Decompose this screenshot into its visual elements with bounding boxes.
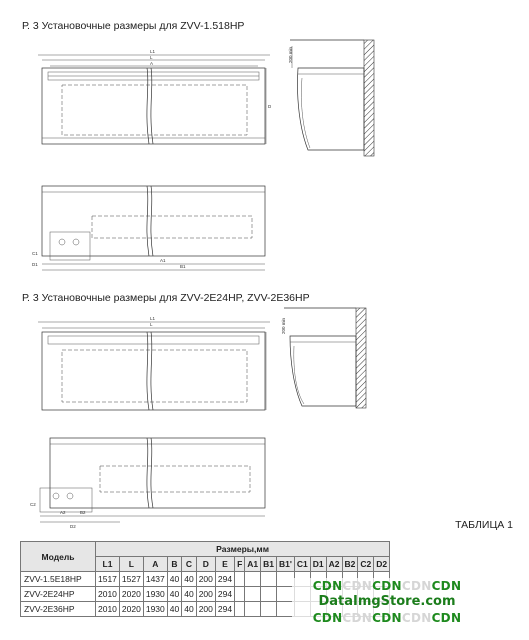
table-caption: ТАБЛИЦА 1 xyxy=(455,519,513,531)
fig1-dim-D: D xyxy=(268,104,272,109)
watermark-fragment: CDN xyxy=(312,579,343,593)
value-cell xyxy=(245,572,261,587)
column-header: D2 xyxy=(374,557,390,572)
watermark-fragment: CDN xyxy=(372,579,402,593)
column-header: B2 xyxy=(342,557,358,572)
value-cell: 1930 xyxy=(143,587,167,602)
value-cell: 40 xyxy=(167,602,181,617)
fig1-front-view xyxy=(38,49,272,144)
value-cell: 1930 xyxy=(143,602,167,617)
column-header: E xyxy=(215,557,234,572)
column-header: B xyxy=(167,557,181,572)
model-cell: ZVV-2E36HP xyxy=(21,602,96,617)
value-cell: 2010 xyxy=(96,587,120,602)
watermark-fragment: CDN xyxy=(372,611,402,625)
sizes-header: Размеры,мм xyxy=(96,542,390,557)
column-header: A2 xyxy=(326,557,342,572)
value-cell: 2010 xyxy=(96,602,120,617)
fig1-dim-C1: C1 xyxy=(32,251,38,256)
column-header: C xyxy=(182,557,196,572)
column-header: L1 xyxy=(96,557,120,572)
table-header-row xyxy=(21,542,390,557)
fig2-bottom-view xyxy=(30,438,265,529)
value-cell: 40 xyxy=(182,587,196,602)
watermark-main: DataImgStore.com xyxy=(318,594,456,609)
value-cell xyxy=(261,587,277,602)
value-cell: 40 xyxy=(167,572,181,587)
watermark-fragment: CDN xyxy=(431,611,462,625)
value-cell xyxy=(261,572,277,587)
fig2-dim-L: L xyxy=(150,322,153,327)
value-cell xyxy=(235,602,245,617)
fig2-dim-B2: B2 xyxy=(80,510,86,515)
watermark-row-1 xyxy=(292,578,482,594)
column-header: B1' xyxy=(277,557,295,572)
fig1-dim-A1: A1 xyxy=(160,258,166,263)
column-header: C1 xyxy=(294,557,310,572)
column-header: F xyxy=(235,557,245,572)
fig2-front-view xyxy=(38,316,270,410)
fig2-dim-A2: A2 xyxy=(60,510,66,515)
column-header: L xyxy=(119,557,143,572)
value-cell xyxy=(245,602,261,617)
watermark-row-3 xyxy=(292,610,482,626)
column-header: C2 xyxy=(358,557,374,572)
column-header: A xyxy=(143,557,167,572)
fig2-dim-L1: L1 xyxy=(150,316,156,321)
value-cell: 200 xyxy=(196,587,215,602)
value-cell: 2020 xyxy=(119,587,143,602)
value-cell: 40 xyxy=(182,602,196,617)
column-header: A1 xyxy=(245,557,261,572)
fig2-ceiling-gap: 200 min xyxy=(281,317,286,334)
model-header: Модель xyxy=(21,542,96,572)
column-header: D xyxy=(196,557,215,572)
fig1-ceiling-gap: 200 min xyxy=(288,46,293,63)
value-cell: 2020 xyxy=(119,602,143,617)
watermark xyxy=(292,578,482,626)
fig1-dim-L1: L1 xyxy=(150,49,156,54)
value-cell: 294 xyxy=(215,572,234,587)
value-cell: 294 xyxy=(215,587,234,602)
fig1-dim-D1: D1 xyxy=(32,262,38,267)
model-cell: ZVV-2E24HP xyxy=(21,587,96,602)
watermark-fragment: CDN xyxy=(342,579,373,593)
watermark-fragment: CDN xyxy=(431,579,462,593)
value-cell: 40 xyxy=(182,572,196,587)
value-cell xyxy=(261,602,277,617)
value-cell xyxy=(235,572,245,587)
value-cell: 1437 xyxy=(143,572,167,587)
fig2-side-view xyxy=(281,308,366,408)
fig1-dim-A: A xyxy=(150,61,154,66)
value-cell: 200 xyxy=(196,602,215,617)
figure-2-caption: Р. 3 Установочные размеры для ZVV-2E24HP, ZVV-2E36HP xyxy=(22,292,310,304)
value-cell xyxy=(235,587,245,602)
column-header: B1 xyxy=(261,557,277,572)
fig1-bottom-view xyxy=(32,186,265,270)
value-cell: 1527 xyxy=(119,572,143,587)
watermark-fragment: CDN xyxy=(312,611,343,625)
value-cell: 40 xyxy=(167,587,181,602)
fig1-dim-L: L xyxy=(150,55,153,60)
fig1-dim-B1: B1 xyxy=(180,264,186,269)
column-header: D1 xyxy=(310,557,326,572)
fig1-side-view xyxy=(288,40,374,156)
fig2-dim-D2: D2 xyxy=(70,524,76,529)
value-cell: 294 xyxy=(215,602,234,617)
watermark-fragment: CDN xyxy=(401,579,432,593)
value-cell: 1517 xyxy=(96,572,120,587)
fig2-dim-C2: C2 xyxy=(30,502,36,507)
figure-1-caption: Р. 3 Установочные размеры для ZVV-1.518HP xyxy=(22,20,245,32)
watermark-fragment: CDN xyxy=(401,611,432,625)
value-cell xyxy=(245,587,261,602)
value-cell: 200 xyxy=(196,572,215,587)
watermark-fragment: CDN xyxy=(342,611,373,625)
model-cell: ZVV-1.5E18HP xyxy=(21,572,96,587)
